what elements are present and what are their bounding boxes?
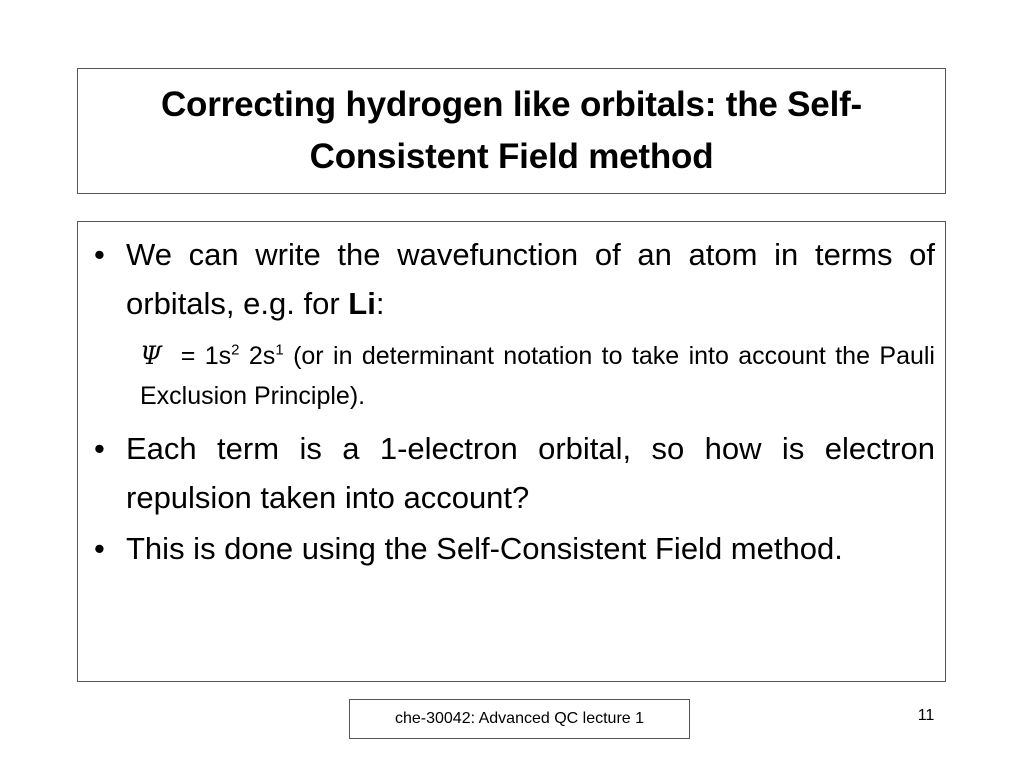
bullet-dot: • [94, 237, 105, 272]
eq-part: = 1s [180, 342, 232, 370]
content-box [77, 221, 946, 682]
bullet-1-bold: Li [348, 286, 376, 321]
bullet-2-text: Each term is a 1-electron orbital, so how is electron repulsion taken into account? [126, 431, 935, 515]
bullet-3-text: This is done using the Self-Consistent Field method. [126, 531, 843, 566]
sup-1: 2 [231, 341, 240, 359]
sup-2: 1 [275, 341, 284, 359]
eq-rest: (or in determinant notation to take into account the Pauli Exclusion Principle). [140, 342, 935, 410]
wavefunction-line [88, 336, 935, 416]
bullet-dot: • [94, 431, 105, 466]
bullet-2 [88, 424, 935, 522]
bullet-dot: • [94, 531, 105, 566]
bullet-1-text: We can write the wavefunction of an atom in terms of orbitals, e.g. for [126, 237, 935, 321]
footer-course: che-30042: Advanced QC lecture 1 [349, 699, 690, 739]
title-box [77, 68, 946, 194]
bullet-3 [88, 524, 935, 573]
psi-symbol: Ψ [140, 341, 162, 370]
page-number: 11 [917, 707, 935, 724]
eq-mid: 2s [248, 342, 276, 370]
bullet-1-tail: : [375, 286, 385, 321]
bullet-1 [88, 230, 935, 328]
slide-title: Correcting hydrogen like orbitals: the Self-Consistent Field method [160, 85, 863, 176]
